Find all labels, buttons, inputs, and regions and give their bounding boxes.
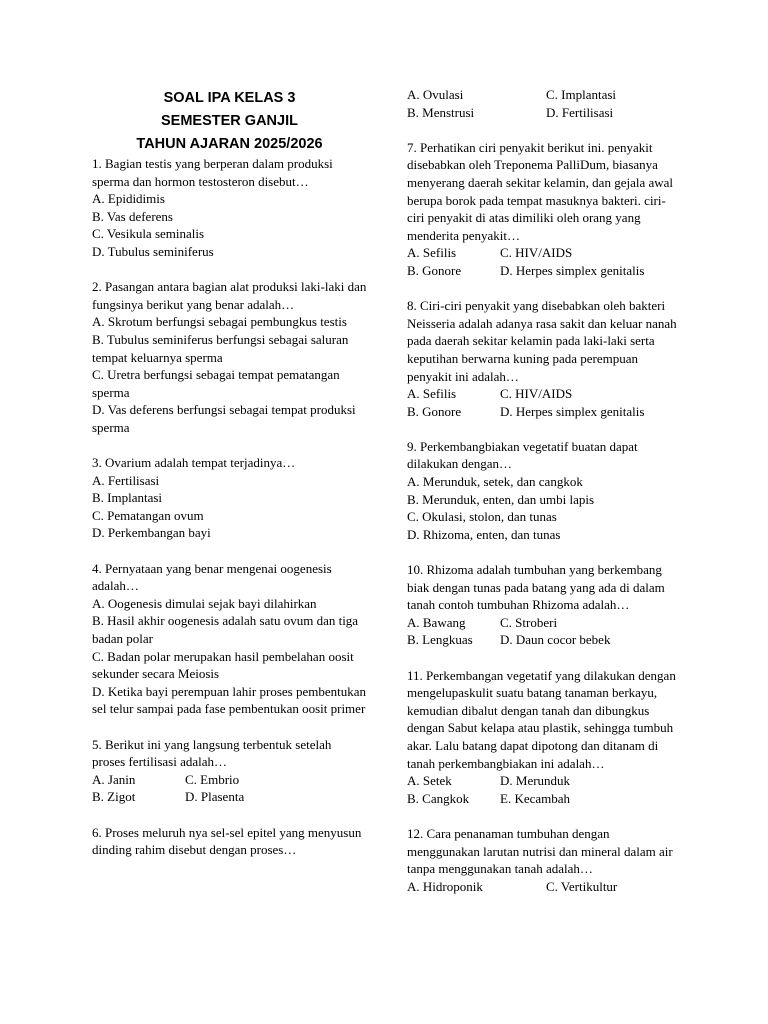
question-text: 12. Cara penanaman tumbuhan dengan menggunakan larutan nutrisi dan mineral dalam air tanpa menggunakan tanah adalah… — [407, 825, 673, 877]
option-a: A. Epididimis — [92, 191, 165, 207]
option-b: B. Hasil akhir oogenesis adalah satu ovum dan tiga badan polar — [92, 613, 359, 647]
option-e: E. Kecambah — [500, 790, 571, 806]
option-b: B. Lengkuas — [407, 632, 473, 648]
option-c: C. Stroberi — [500, 614, 558, 630]
right-column — [407, 86, 682, 895]
option-c: C. Implantasi — [546, 87, 617, 102]
option-b: B. Vas deferens — [92, 208, 173, 224]
question-10 — [407, 561, 682, 649]
option-b: B. Implantasi — [92, 490, 163, 506]
options-row — [407, 104, 682, 122]
option-c: C. Embrio — [185, 771, 240, 787]
option-c: C. HIV/AIDS — [500, 245, 573, 261]
option-c: C. Pematangan ovum — [92, 507, 204, 523]
option-a: A. Bawang — [407, 614, 466, 630]
question-9 — [407, 438, 682, 544]
doc-title-line2: SEMESTER GANJIL — [161, 113, 298, 129]
question-text: 6. Proses meluruh nya sel-sel epitel yang menyusun dinding rahim disebut dengan proses… — [92, 824, 362, 858]
question-6-options — [407, 86, 682, 121]
options-row — [407, 878, 682, 896]
options-row — [92, 788, 367, 806]
option-b: B. Menstrusi — [407, 104, 475, 120]
options-row — [407, 403, 682, 421]
question-5 — [92, 736, 367, 806]
question-text: 9. Perkembangbiakan vegetatif buatan dapat dilakukan dengan… — [407, 438, 638, 472]
option-d: D. Tubulus seminiferus — [92, 243, 214, 259]
option-d: D. Herpes simplex genitalis — [500, 262, 645, 278]
question-text: 11. Perkembangan vegetatif yang dilakukan dengan mengelupaskulit suatu batang tanaman berkayu, kemudian dibalut dengan tanah dan dibungkus dengan Sabut kelapa atau plastik, sehingga tumbuh akar. Lalu batang dapat dipotong dan ditanam di tanah perkembangbiakan ini adalah… — [407, 667, 676, 771]
question-1 — [92, 155, 367, 261]
doc-title-line3: TAHUN AJARAN 2025/2026 — [136, 136, 323, 152]
question-text: 10. Rhizoma adalah tumbuhan yang berkembang biak dengan tunas pada batang yang ada di dalam tanah contoh tumbuhan Rhizoma adalah… — [407, 562, 665, 613]
doc-title-line1: SOAL IPA KELAS 3 — [163, 90, 296, 106]
option-d: D. Rhizoma, enten, dan tunas — [407, 526, 561, 542]
question-text: 4. Pernyataan yang benar mengenai oogenesis adalah… — [92, 560, 332, 594]
options-row — [92, 771, 367, 789]
option-a: A. Oogenesis dimulai sejak bayi dilahirkan — [92, 595, 317, 611]
option-a: A. Skrotum berfungsi sebagai pembungkus testis — [92, 314, 347, 330]
options-row — [407, 631, 682, 649]
options-row — [407, 772, 682, 790]
question-text: 5. Berikut ini yang langsung terbentuk setelah proses fertilisasi adalah… — [92, 736, 332, 770]
question-4 — [92, 560, 367, 718]
option-d: D. Fertilisasi — [546, 104, 614, 120]
options-row — [407, 244, 682, 262]
options-row — [407, 86, 682, 104]
option-d: D. Ketika bayi perempuan lahir proses pembentukan sel telur sampai pada fase pembentukan oosit primer — [92, 683, 366, 717]
option-c: C. Okulasi, stolon, dan tunas — [407, 509, 557, 525]
question-2 — [92, 278, 367, 436]
options-row — [407, 385, 682, 403]
option-d: D. Vas deferens berfungsi sebagai tempat produksi sperma — [92, 402, 356, 435]
question-11 — [407, 667, 682, 808]
option-b: B. Tubulus seminiferus berfungsi sebagai saluran tempat keluarnya sperma — [92, 331, 349, 365]
option-a: A. Fertilisasi — [92, 472, 160, 488]
option-d: D. Daun cocor bebek — [500, 632, 611, 648]
question-7 — [407, 139, 682, 280]
options-row — [407, 262, 682, 280]
question-text: 1. Bagian testis yang berperan dalam produksi sperma dan hormon testosteron disebut… — [92, 156, 333, 189]
option-c: C. Vertikultur — [546, 878, 618, 894]
option-c: C. Vesikula seminalis — [92, 226, 205, 242]
options-row — [407, 790, 682, 808]
question-6 — [92, 824, 367, 859]
option-c: C. Badan polar merupakan hasil pembelahan oosit sekunder secara Meiosis — [92, 648, 354, 682]
option-b: B. Merunduk, enten, dan umbi lapis — [407, 491, 595, 507]
option-b: B. Cangkok — [407, 790, 470, 806]
option-b: B. Gonore — [407, 262, 462, 278]
question-8 — [407, 297, 682, 420]
option-a: A. Ovulasi — [407, 87, 464, 102]
option-a: A. Merunduk, setek, dan cangkok — [407, 474, 583, 490]
option-d: D. Plasenta — [185, 789, 245, 805]
option-b: B. Gonore — [407, 403, 462, 419]
option-b: B. Zigot — [92, 789, 136, 805]
option-a: A. Sefilis — [407, 386, 457, 402]
question-12 — [407, 825, 682, 895]
option-a: A. Janin — [92, 771, 136, 787]
question-text: 7. Perhatikan ciri penyakit berikut ini. penyakit disebabkan oleh Treponema PalliDum, biasanya menyerang daerah sekitar kelamin, dan gejala awal berupa borok pada tempat masuknya bakteri. ciri-ciri penyakit di atas dimiliki oleh orang yang menderita penyakit… — [407, 139, 674, 243]
question-3 — [92, 454, 367, 542]
option-c: C. Uretra berfungsi sebagai tempat pematangan sperma — [92, 367, 340, 400]
option-d: D. Herpes simplex genitalis — [500, 403, 645, 419]
question-text: 8. Ciri-ciri penyakit yang disebabkan oleh bakteri Neisseria adalah adanya rasa sakit dan keluar nanah pada daerah sekitar kelamin pada laki-laki serta keputihan berwarna kuning pada perempuan penyakit ini adalah… — [407, 298, 677, 384]
question-text: 3. Ovarium adalah tempat terjadinya… — [92, 455, 296, 471]
option-c: C. HIV/AIDS — [500, 386, 573, 402]
options-row — [407, 614, 682, 632]
option-d: D. Merunduk — [500, 773, 571, 789]
option-d: D. Perkembangan bayi — [92, 525, 211, 541]
option-a: A. Setek — [407, 773, 452, 789]
left-column — [92, 86, 367, 859]
option-a: A. Hidroponik — [407, 878, 483, 894]
option-a: A. Sefilis — [407, 245, 457, 261]
question-text: 2. Pasangan antara bagian alat produksi laki-laki dan fungsinya berikut yang benar adalah… — [92, 279, 367, 312]
